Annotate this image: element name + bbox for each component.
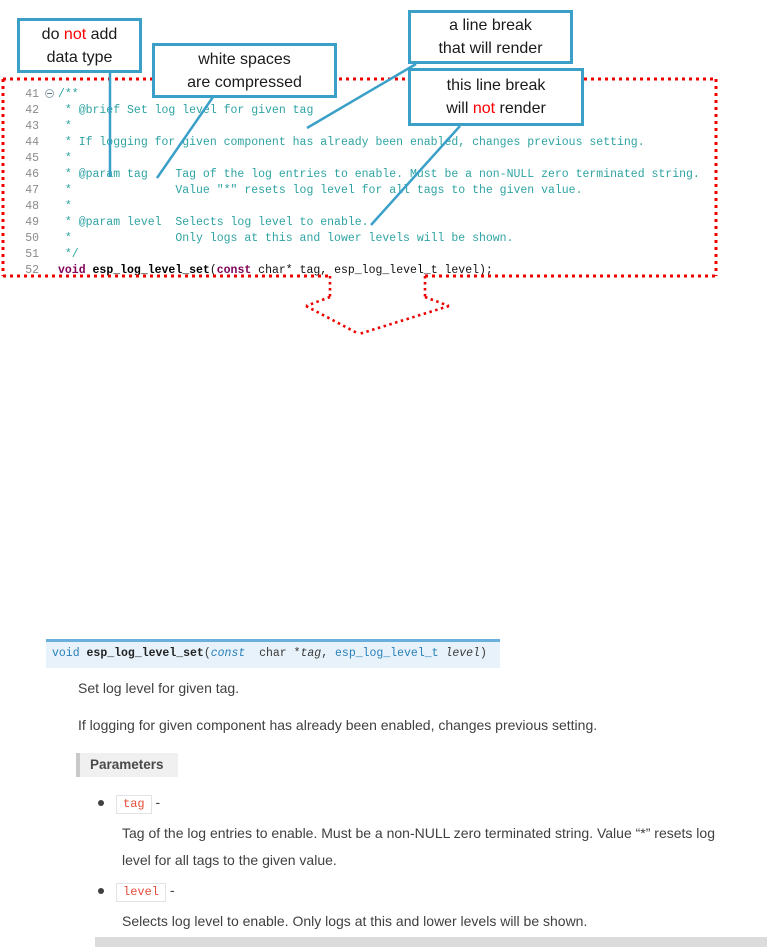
code-line[interactable]	[3, 86, 716, 102]
code-text: * If logging for given component has already been enabled, changes previous setting.	[58, 135, 645, 149]
brief-description: Set log level for given tag.	[78, 680, 240, 696]
code-text: *	[58, 119, 72, 133]
code-line[interactable]	[3, 262, 716, 278]
line-number: 45	[25, 151, 39, 165]
code-line[interactable]	[3, 150, 716, 166]
callout-text-line: this line break	[446, 77, 546, 94]
fold-gutter	[42, 134, 58, 150]
code-line[interactable]	[3, 102, 716, 118]
callout-text-line: do not add	[41, 25, 118, 43]
fold-gutter	[42, 246, 58, 262]
callout-white-spaces-compressed	[152, 43, 337, 98]
rendered-documentation	[0, 310, 767, 929]
code-line[interactable]	[3, 118, 716, 134]
code-editor[interactable]	[3, 79, 716, 277]
fold-gutter	[42, 166, 58, 182]
fold-gutter	[42, 150, 58, 166]
fold-gutter	[42, 230, 58, 246]
parameter-description: Selects log level to enable. Only logs at this and lower levels will be shown.	[122, 913, 588, 929]
fold-gutter	[42, 262, 58, 278]
code-text: *	[58, 151, 72, 165]
code-text: void esp_log_level_set(const char* tag, esp_log_level_t level);	[58, 263, 493, 277]
parameter-name-badge: level	[116, 883, 166, 902]
callout-text-line: data type	[46, 48, 113, 66]
code-line[interactable]	[3, 198, 716, 214]
line-number: 49	[25, 215, 39, 229]
callout-do-not-add-data-type	[17, 18, 142, 73]
code-text: *	[58, 199, 72, 213]
bullet-icon	[98, 800, 104, 806]
partially-visible-next-element	[95, 937, 767, 947]
code-line[interactable]	[3, 134, 716, 150]
detailed-description: If logging for given component has already been enabled, changes previous setting.	[78, 717, 598, 733]
parameter-name-badge: tag	[116, 795, 152, 814]
code-text: * Value "*" resets log level for all tags to the given value.	[58, 183, 583, 197]
line-number: 44	[25, 135, 39, 149]
parameters-header: Parameters	[76, 753, 178, 777]
code-line[interactable]	[3, 182, 716, 198]
parameter-description: Tag of the log entries to enable. Must be a non-NULL zero terminated string. Value “*” resets log level for all tags to the given value.	[122, 825, 715, 868]
parameter-dash: -	[166, 882, 175, 898]
code-text: * @param level Selects log level to enable.	[58, 215, 369, 229]
bullet-icon	[98, 888, 104, 894]
callout-line-break-not-render	[408, 68, 584, 126]
code-text: */	[58, 247, 79, 261]
code-line[interactable]	[3, 230, 716, 246]
code-text: /**	[58, 87, 79, 101]
line-number: 51	[25, 247, 39, 261]
line-number: 43	[25, 119, 39, 133]
code-text: * @brief Set log level for given tag	[58, 103, 314, 117]
code-text: * Only logs at this and lower levels will be shown.	[58, 231, 514, 245]
fold-gutter	[42, 102, 58, 118]
line-number: 48	[25, 199, 39, 213]
line-number: 52	[25, 263, 39, 277]
callout-text-line: white spaces	[198, 50, 291, 68]
callout-text-line: are compressed	[187, 73, 302, 91]
line-number: 42	[25, 103, 39, 117]
fold-collapse-icon[interactable]	[45, 89, 54, 98]
callout-text-line: a line break	[449, 17, 532, 34]
line-number: 41	[25, 87, 39, 101]
line-number: 50	[25, 231, 39, 245]
code-line[interactable]	[3, 166, 716, 182]
fold-gutter	[42, 118, 58, 134]
code-text: * @param tag Tag of the log entries to enable. Must be a non-NULL zero terminated string.	[58, 167, 700, 181]
callout-line-break-renders	[408, 10, 573, 64]
line-number: 46	[25, 167, 39, 181]
fold-gutter	[42, 214, 58, 230]
callout-text-line: will not render	[446, 100, 546, 117]
fold-gutter	[42, 182, 58, 198]
parameter-item	[98, 794, 727, 874]
fold-gutter	[42, 198, 58, 214]
function-signature: void esp_log_level_set(const char *tag, esp_log_level_t level)	[46, 639, 500, 668]
parameter-dash: -	[151, 794, 161, 810]
callout-text-line: that will render	[438, 40, 543, 57]
fold-gutter	[42, 86, 58, 102]
code-line[interactable]	[3, 246, 716, 262]
line-number: 47	[25, 183, 39, 197]
parameter-item	[98, 882, 727, 935]
code-line[interactable]	[3, 214, 716, 230]
